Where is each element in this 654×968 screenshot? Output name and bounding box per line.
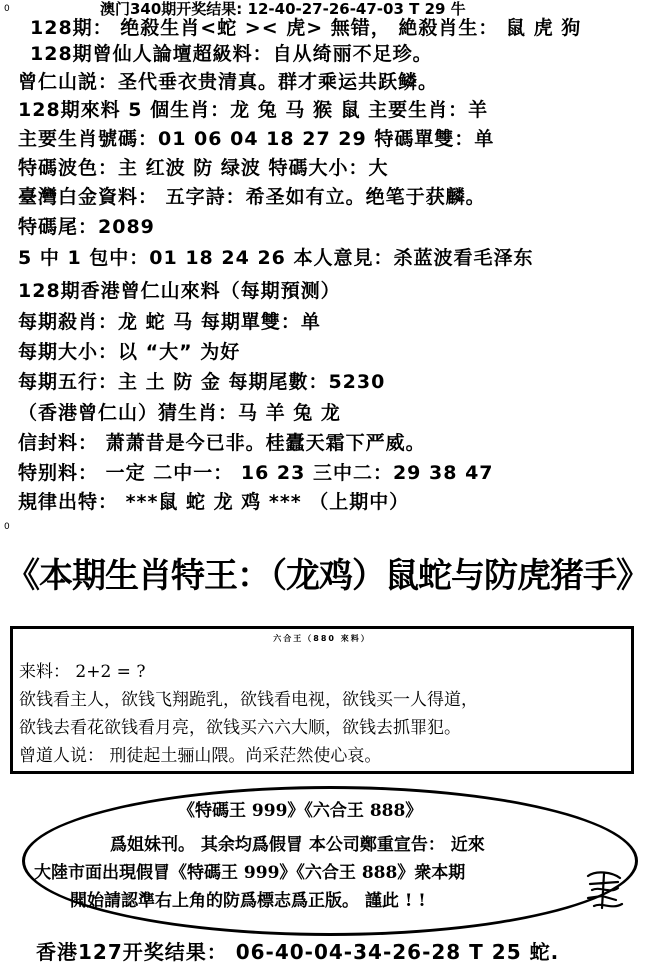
line-zeng-renshan-says: 曾仁山説：圣代垂衣贵清真。群才乘运共跃鳞。 (18, 71, 439, 93)
line-big-small: 每期大小：以 “大” 为好 (18, 341, 241, 363)
notice-line-1: 《特碼王 999》《六合王 888》 (178, 801, 423, 821)
macau-result-line: 澳门340期开奖结果: 12-40-27-26-47-03 T 29 牛 (100, 0, 466, 18)
line-special-material: 特别料： 一定 二中一： 16 23 三中二：29 38 47 (18, 462, 494, 484)
line-taiwan-platinum: 臺灣白金資料： 五字詩：希圣如有立。绝笔于获麟。 (18, 186, 486, 208)
corner-mark-mid: 0 (4, 522, 10, 532)
anti-counterfeit-stamp-icon (582, 868, 628, 914)
liuhe-king-box (10, 626, 634, 774)
line-guess-zodiac: （香港曾仁山）猜生肖：马 羊 兔 龙 (18, 402, 341, 424)
line-hk-forecast-title: 128期香港曾仁山來料（每期預测） (18, 280, 341, 302)
line-main-numbers: 主要生肖號碼：01 06 04 18 27 29 特碼單雙：单 (18, 128, 495, 150)
box-daoren-says: 曾道人说： 刑徒起土骊山隈。尚采茫然使心哀。 (19, 746, 382, 766)
line-special-tail: 特碼尾：2089 (18, 216, 155, 238)
line-wave-color: 特碼波色：主 红波 防 绿波 特碼大小：大 (18, 157, 389, 179)
box-riddle-1: 欲钱看主人，欲钱飞翔跪乳，欲钱看电视，欲钱买一人得道， (19, 690, 478, 710)
line-five-zodiacs: 128期來料 5 個生肖：龙 兔 马 猴 鼠 主要生肖：羊 (18, 99, 489, 121)
notice-line-3: 大陸市面出現假冒《特碼王 999》《六合王 888》衆本期 (34, 863, 466, 883)
line-pattern: 規律出特： ***鼠 蛇 龙 鸡 *** （上期中） (18, 491, 410, 513)
line-kill-each-period: 每期殺肖：龙 蛇 马 每期單雙：单 (18, 311, 321, 333)
box-source: 来料： 2+2 = ? (19, 662, 146, 682)
corner-mark-top: 0 (4, 4, 10, 14)
line-five-in-one: 5 中 1 包中：01 18 24 26 本人意見：杀蓝波看毛泽东 (18, 247, 534, 269)
line-forum-material: 128期曾仙人論壇超級料：自从绮丽不足珍。 (30, 43, 433, 65)
line-five-elements: 每期五行：主 土 防 金 每期尾數：5230 (18, 371, 386, 393)
hk-result-line: 香港127开奖结果： 06-40-04-34-26-28 T 25 蛇. (36, 940, 560, 964)
notice-line-2: 爲姐妹刊。 其余均爲假冒 本公司鄭重宣告： 近來 (110, 835, 485, 855)
line-kill-zodiac: 128期： 绝殺生肖<蛇 >< 虎> 無错， 絶殺肖生： 鼠 虎 狗 (30, 17, 582, 39)
box-riddle-2: 欲钱去看花欲钱看月亮，欲钱买六六大顺，欲钱去抓罪犯。 (19, 718, 461, 738)
box-title: 六合王（880 來料） (273, 634, 371, 643)
notice-line-4: 開始請認準右上角的防爲標志爲正版。 謹此 ! ! (70, 891, 426, 911)
line-envelope: 信封料： 萧萧昔是今已非。桂蠹天霜下严威。 (18, 432, 426, 454)
headline-banner: 《本期生肖特王：（龙鸡）鼠蛇与防虎猪手》 (6, 556, 649, 596)
